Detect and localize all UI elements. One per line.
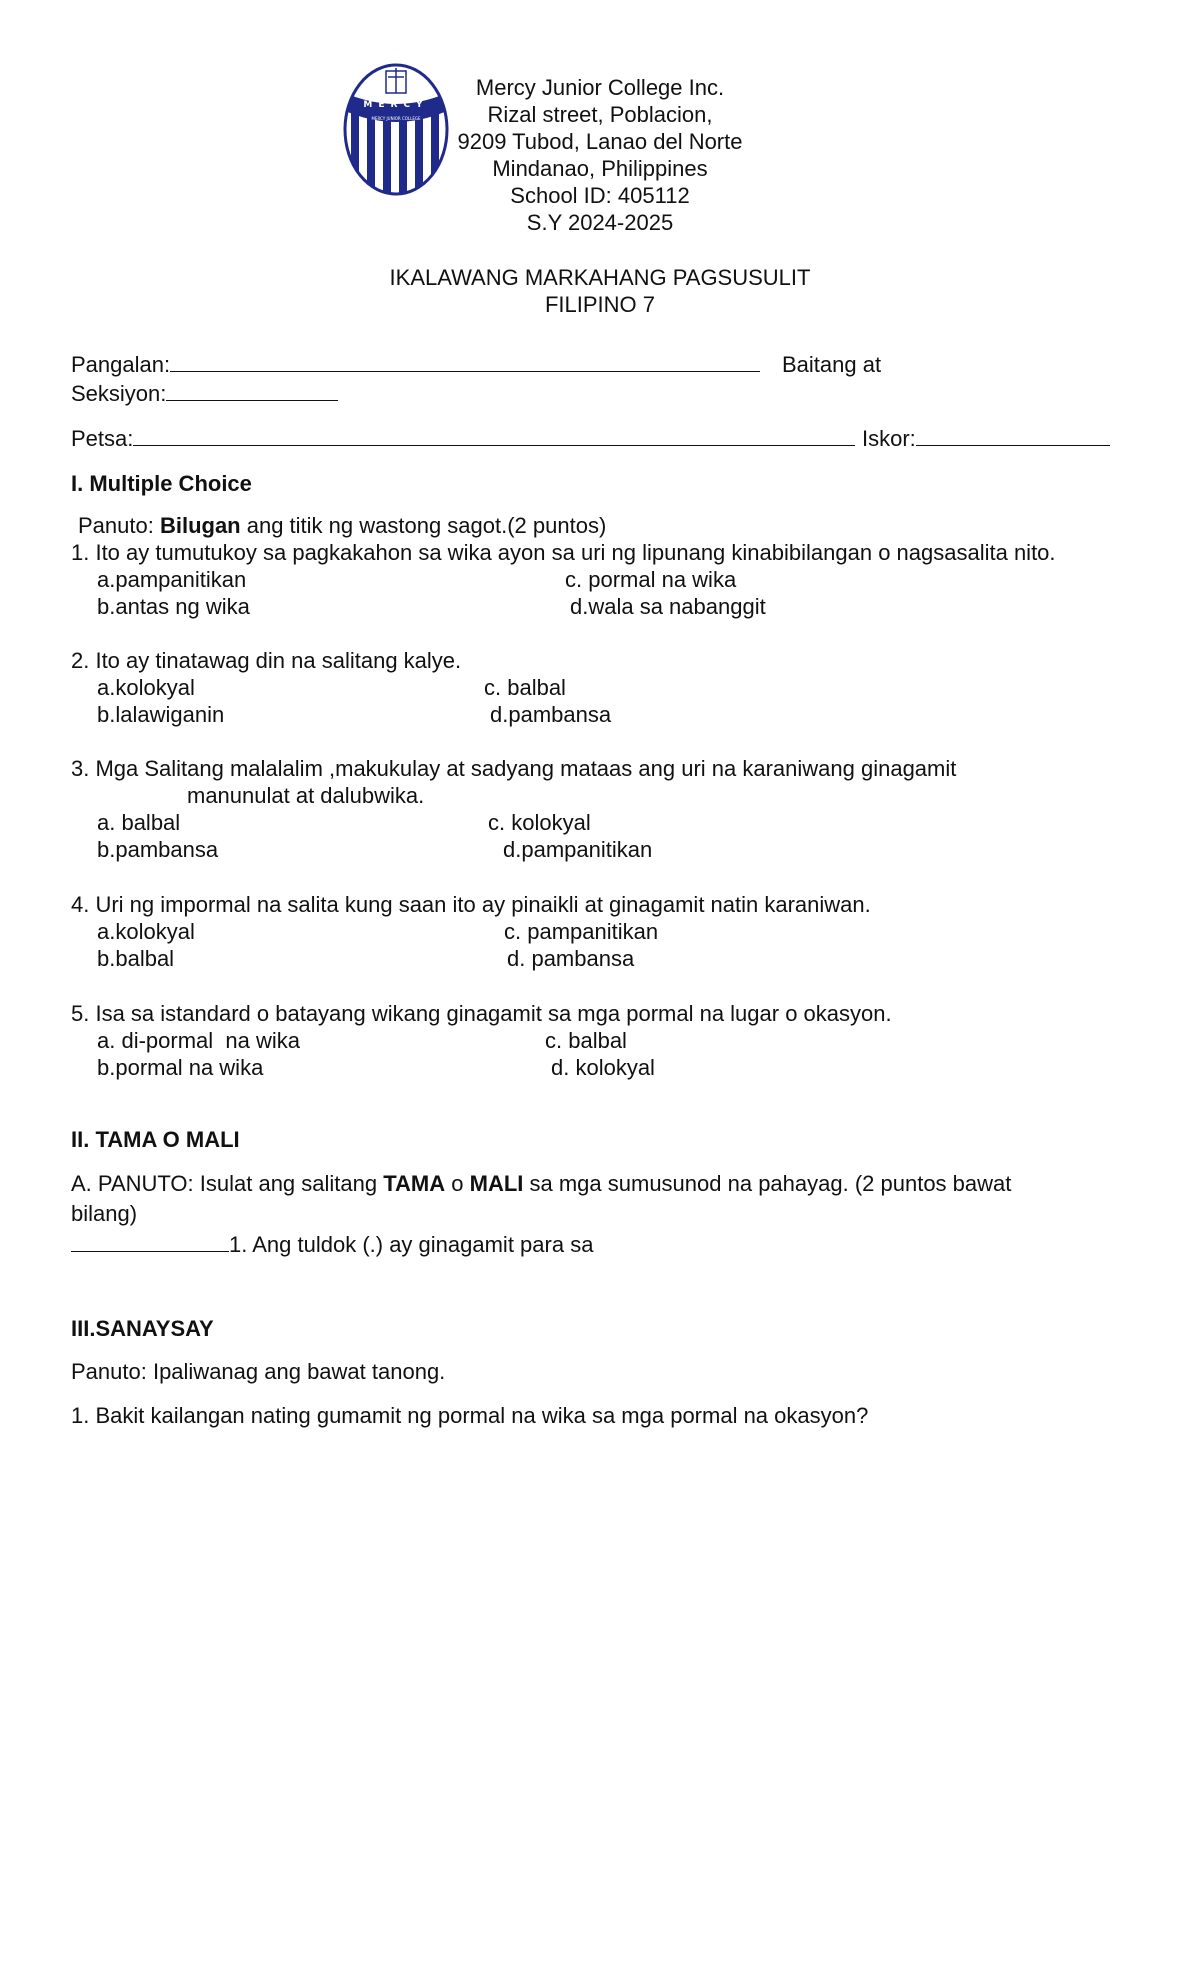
q2-choice-b[interactable]: b.lalawiganin [97, 702, 225, 727]
q3-choice-d[interactable]: d.pampanitikan [503, 837, 653, 862]
part2-item1-blank[interactable] [71, 1233, 229, 1252]
section-blank[interactable] [166, 382, 338, 401]
q1-choice-a[interactable]: a.pampanitikan [97, 567, 247, 592]
part1-heading: I. Multiple Choice [71, 471, 252, 496]
part1-instr-pre: Panuto: [78, 513, 160, 538]
name-blank[interactable] [170, 353, 760, 372]
logo-subtext: MERCY JUNIOR COLLEGE [371, 116, 421, 121]
section-label: Seksiyon: [71, 381, 167, 406]
date-field[interactable] [71, 425, 855, 452]
question-5: 5. Isa sa istandard o batayang wikang ginagamit sa mga pormal na lugar o okasyon. [71, 1001, 892, 1026]
school-street: Rizal street, Poblacion, [487, 102, 713, 127]
part2-instr-post: sa mga sumusunod na pahayag. (2 puntos bawat [523, 1171, 1012, 1196]
question-1: 1. Ito ay tumutukoy sa pagkakahon sa wika ayon sa uri ng lipunang kinabibilangan o nagsasalita nito. [71, 540, 1056, 565]
date-blank[interactable] [133, 427, 855, 446]
part1-instr-post: ang titik ng wastong sagot.(2 puntos) [240, 513, 607, 538]
part2-instr-pre: A. PANUTO: Isulat ang salitang [71, 1171, 384, 1196]
part2-heading: II. TAMA O MALI [71, 1127, 240, 1152]
part1-instr-bold: Bilugan [159, 513, 241, 538]
part3-instructions: Panuto: Ipaliwanag ang bawat tanong. [71, 1359, 446, 1384]
q5-choice-b[interactable]: b.pormal na wika [97, 1055, 264, 1080]
q3-choice-b[interactable]: b.pambansa [97, 837, 219, 862]
q2-choice-a[interactable]: a.kolokyal [97, 675, 195, 700]
q3-choice-a[interactable]: a. balbal [97, 810, 181, 835]
q1-choice-b[interactable]: b.antas ng wika [97, 594, 250, 619]
q4-choice-d[interactable]: d. pambansa [507, 946, 635, 971]
q1-choice-c[interactable]: c. pormal na wika [565, 567, 737, 592]
q5-choice-c[interactable]: c. balbal [545, 1028, 627, 1053]
school-name: Mercy Junior College Inc. [475, 75, 725, 100]
school-town: 9209 Tubod, Lanao del Norte [457, 129, 743, 154]
question-4: 4. Uri ng impormal na salita kung saan ito ay pinaikli at ginagamit natin karaniwan. [71, 892, 871, 917]
school-year: S.Y 2024-2025 [526, 210, 674, 235]
q5-choice-a[interactable]: a. di-pormal na wika [97, 1028, 300, 1053]
name-label: Pangalan: [71, 352, 171, 377]
question-3: 3. Mga Salitang malalalim ,makukulay at sadyang mataas ang uri na karaniwang ginagamit [71, 756, 957, 781]
logo-text: MERCY [363, 100, 429, 110]
q4-choice-b[interactable]: b.balbal [97, 946, 175, 971]
part2-instr-mali: MALI [469, 1171, 524, 1196]
score-field[interactable] [862, 425, 1110, 452]
part2-instr-tama: TAMA [383, 1171, 446, 1196]
part1-instructions [78, 512, 606, 539]
question-2: 2. Ito ay tinatawag din na salitang kalye. [71, 648, 462, 673]
part2-instructions [71, 1170, 1011, 1197]
q1-choice-d[interactable]: d.wala sa nabanggit [570, 594, 766, 619]
q4-choice-c[interactable]: c. pampanitikan [504, 919, 659, 944]
school-id: School ID: 405112 [510, 183, 690, 208]
section-field[interactable] [71, 380, 338, 407]
school-region: Mindanao, Philippines [492, 156, 708, 181]
q5-choice-d[interactable]: d. kolokyal [551, 1055, 655, 1080]
part3-question-1: 1. Bakit kailangan nating gumamit ng pormal na wika sa mga pormal na okasyon? [71, 1403, 869, 1428]
score-blank[interactable] [916, 427, 1110, 446]
exam-title: IKALAWANG MARKAHANG PAGSUSULIT [389, 265, 811, 290]
date-label: Petsa: [71, 426, 134, 451]
part2-item-1 [71, 1231, 593, 1258]
name-field[interactable] [71, 351, 760, 378]
q3-choice-c[interactable]: c. kolokyal [488, 810, 591, 835]
grade-label: Baitang at [782, 352, 882, 377]
q4-choice-a[interactable]: a.kolokyal [97, 919, 195, 944]
part2-instructions-line2: bilang) [71, 1201, 138, 1226]
question-3-cont: manunulat at dalubwika. [187, 783, 425, 808]
exam-subject: FILIPINO 7 [544, 292, 656, 317]
part2-item1-text: 1. Ang tuldok (.) ay ginagamit para sa [229, 1232, 594, 1257]
part2-instr-mid: o [445, 1171, 470, 1196]
q2-choice-d[interactable]: d.pambansa [490, 702, 612, 727]
q2-choice-c[interactable]: c. balbal [484, 675, 566, 700]
part3-heading: III.SANAYSAY [71, 1316, 214, 1341]
score-label: Iskor: [862, 426, 916, 451]
